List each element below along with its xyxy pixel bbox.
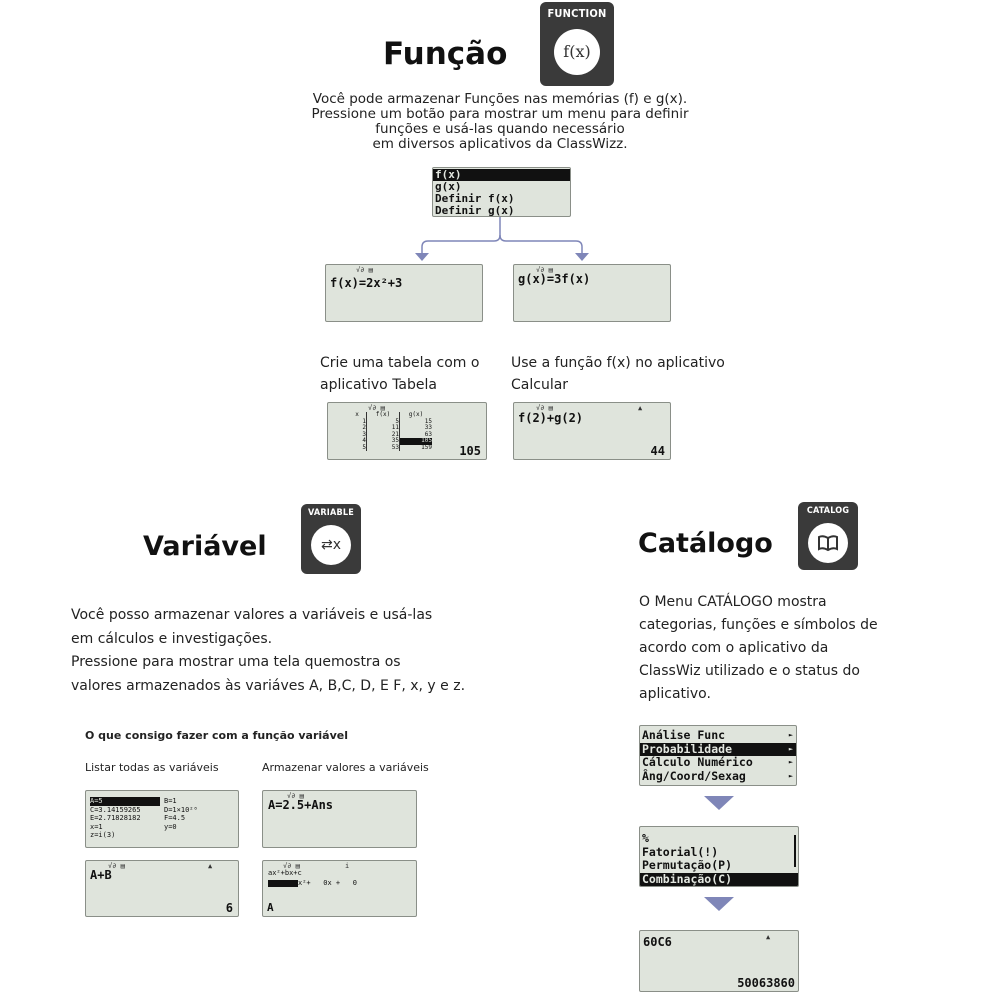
status-indicators: √∂ ▤ bbox=[536, 266, 553, 274]
cell-selected: 105 bbox=[399, 438, 432, 445]
cell: 3 bbox=[362, 430, 366, 438]
cell: 35 bbox=[366, 438, 399, 445]
var-b: B=1 bbox=[164, 797, 177, 805]
define-fx-expression: f(x)=2x²+3 bbox=[330, 276, 403, 290]
cell: 63 bbox=[399, 432, 432, 439]
function-menu-screen bbox=[432, 167, 571, 217]
combination-result: 50063860 bbox=[737, 976, 795, 990]
var-a: A=5 bbox=[90, 797, 160, 806]
paragraph-line: categorias, funções e símbolos de bbox=[639, 617, 878, 633]
table-result: 105 bbox=[459, 444, 481, 458]
up-arrow-icon: ▲ bbox=[208, 862, 213, 870]
variavel-paragraph bbox=[71, 604, 465, 698]
define-gx-expression: g(x)=3f(x) bbox=[518, 272, 591, 286]
down-arrow-icon bbox=[704, 796, 734, 810]
variavel-subheading: O que consigo fazer com a função variável bbox=[85, 729, 349, 742]
chevron-right-icon: ► bbox=[788, 731, 793, 739]
caption-line: Use a função f(x) no aplicativo bbox=[511, 355, 725, 371]
funcao-title: Função bbox=[383, 36, 508, 72]
menu-item-define-fx: Definir f(x) bbox=[435, 192, 515, 205]
paragraph-line: Você posso armazenar valores a variáveis e usá-las bbox=[71, 607, 433, 623]
book-icon bbox=[808, 523, 848, 563]
cell: 2 bbox=[362, 424, 366, 431]
function-key bbox=[540, 2, 614, 86]
var-d: D=1×10²⁰ bbox=[164, 805, 198, 814]
cell: 11 bbox=[366, 425, 399, 432]
combination-expression: 60C6 bbox=[643, 935, 672, 949]
variable-key-icon bbox=[311, 525, 351, 565]
var-x: x=1 bbox=[90, 822, 103, 831]
store-expression: A=2.5+Ans bbox=[268, 798, 334, 812]
calc-expression: f(2)+g(2) bbox=[518, 411, 584, 425]
define-gx-screen bbox=[513, 264, 671, 322]
status-indicators: √∂ ▤ bbox=[283, 862, 300, 870]
chevron-right-icon: ► bbox=[788, 744, 793, 753]
caption-line: aplicativo Tabela bbox=[320, 377, 437, 393]
variable-key-symbol: ⇄x bbox=[320, 537, 341, 553]
status-indicators: √∂ ▤ bbox=[108, 862, 125, 870]
status-indicators: √∂ ▤ bbox=[536, 404, 553, 412]
function-key-icon bbox=[554, 29, 600, 75]
probability-item: % bbox=[642, 831, 649, 845]
sum-expression: A+B bbox=[90, 868, 112, 882]
table-screen bbox=[327, 402, 487, 460]
imaginary-indicator: i bbox=[345, 862, 350, 870]
cell: 21 bbox=[366, 432, 399, 439]
catalog-menu-screen bbox=[639, 725, 797, 786]
equation-screen bbox=[262, 860, 417, 917]
probability-menu-screen bbox=[639, 826, 799, 887]
define-fx-screen bbox=[325, 264, 483, 322]
paragraph-line: em cálculos e investigações. bbox=[71, 630, 273, 647]
equation-template: ax²+bx+c bbox=[268, 869, 302, 877]
cell: 5 bbox=[362, 443, 366, 451]
calc-screen bbox=[513, 402, 671, 460]
caption-calc bbox=[511, 352, 725, 396]
sum-screen bbox=[85, 860, 239, 917]
caption-line: Calcular bbox=[511, 377, 569, 393]
col-header-fx: f(x) bbox=[366, 412, 399, 419]
catalogo-paragraph bbox=[639, 591, 878, 706]
paragraph-line: aplicativo. bbox=[639, 686, 711, 702]
status-indicators: √∂ ▤ bbox=[356, 266, 373, 274]
caption-line: Crie uma tabela com o bbox=[320, 355, 480, 371]
probability-item-selected: Combinação(C) bbox=[640, 873, 798, 887]
variable-list-screen bbox=[85, 790, 239, 848]
cell: 5 bbox=[366, 419, 399, 426]
chevron-right-icon: ► bbox=[788, 771, 793, 780]
paragraph-line: O Menu CATÁLOGO mostra bbox=[639, 594, 827, 610]
menu-item-define-gx: Definir g(x) bbox=[435, 204, 515, 217]
table-grid bbox=[348, 412, 432, 451]
funcao-intro-line: Pressione um botão para mostrar um menu para definir bbox=[311, 106, 689, 122]
branch-connector bbox=[400, 217, 600, 263]
function-key-symbol: f(x) bbox=[563, 42, 591, 61]
caption-store-values: Armazenar valores a variáveis bbox=[262, 761, 429, 774]
cell: 33 bbox=[399, 425, 432, 432]
var-e: E=2.71828182 bbox=[90, 814, 141, 822]
funcao-intro-line: funções e usá-las quando necessário bbox=[375, 121, 625, 137]
variable-key bbox=[301, 504, 361, 574]
var-z: z=i(3) bbox=[90, 831, 116, 839]
equation-row bbox=[268, 879, 357, 887]
menu-item-gx: g(x) bbox=[435, 180, 462, 193]
calc-result: 44 bbox=[650, 444, 665, 458]
function-key-label: FUNCTION bbox=[547, 7, 607, 20]
probability-item: Permutação(P) bbox=[642, 858, 733, 872]
cell: 1 bbox=[362, 417, 366, 425]
catalogo-title: Catálogo bbox=[638, 528, 773, 559]
var-c: C=3.14159265 bbox=[90, 805, 141, 814]
equation-input: A bbox=[267, 901, 274, 914]
up-arrow-icon: ▲ bbox=[766, 933, 771, 941]
catalog-item: Análise Func ► bbox=[642, 728, 793, 742]
funcao-intro-line: Você pode armazenar Funções nas memórias (f) e g(x). bbox=[312, 91, 688, 107]
combination-screen bbox=[639, 930, 799, 992]
up-arrow-icon: ▲ bbox=[638, 404, 643, 412]
status-indicators: √∂ ▤ bbox=[368, 404, 385, 412]
paragraph-line: valores armazenados às variáves A, B,C, D, E F, x, y e z. bbox=[71, 677, 466, 694]
caption-table bbox=[320, 352, 479, 396]
cell: 15 bbox=[399, 419, 432, 426]
menu-item-fx: f(x) bbox=[433, 169, 570, 181]
sum-result: 6 bbox=[225, 901, 233, 915]
equation-line: x²+ 0x + 0 bbox=[298, 879, 358, 887]
status-indicators: √∂ ▤ bbox=[287, 792, 304, 800]
cell: 4 bbox=[362, 437, 366, 444]
caption-list-variables: Listar todas as variáveis bbox=[85, 761, 219, 774]
var-y: y=0 bbox=[164, 822, 177, 831]
variavel-title: Variável bbox=[143, 531, 267, 562]
col-header-gx: g(x) bbox=[399, 412, 432, 419]
scrollbar bbox=[794, 835, 796, 867]
variable-key-label: VARIABLE bbox=[308, 508, 354, 518]
cell: 53 bbox=[366, 445, 399, 452]
down-arrow-icon bbox=[704, 897, 734, 911]
catalog-item: Cálculo Numérico ► bbox=[642, 755, 793, 769]
funcao-intro bbox=[290, 92, 710, 152]
catalog-key-label: CATALOG bbox=[806, 506, 850, 516]
col-header-x: x bbox=[355, 411, 359, 418]
store-value-screen bbox=[262, 790, 417, 848]
funcao-intro-line: em diversos aplicativos da ClassWizz. bbox=[372, 136, 628, 152]
catalog-item: Âng/Coord/Sexag ► bbox=[642, 768, 793, 783]
probability-item: Fatorial(!) bbox=[642, 844, 719, 859]
equation-cursor-block bbox=[268, 880, 298, 887]
paragraph-line: ClassWiz utilizado e o status do bbox=[639, 663, 860, 679]
catalog-item-selected: Probabilidade ► bbox=[640, 743, 796, 757]
var-f: F=4.5 bbox=[164, 814, 186, 822]
paragraph-line: Pressione para mostrar uma tela quemostra os bbox=[71, 654, 401, 670]
chevron-right-icon: ► bbox=[788, 758, 793, 766]
catalog-key bbox=[798, 502, 858, 570]
cell: 159 bbox=[399, 445, 432, 452]
paragraph-line: acordo com o aplicativo da bbox=[639, 640, 829, 656]
